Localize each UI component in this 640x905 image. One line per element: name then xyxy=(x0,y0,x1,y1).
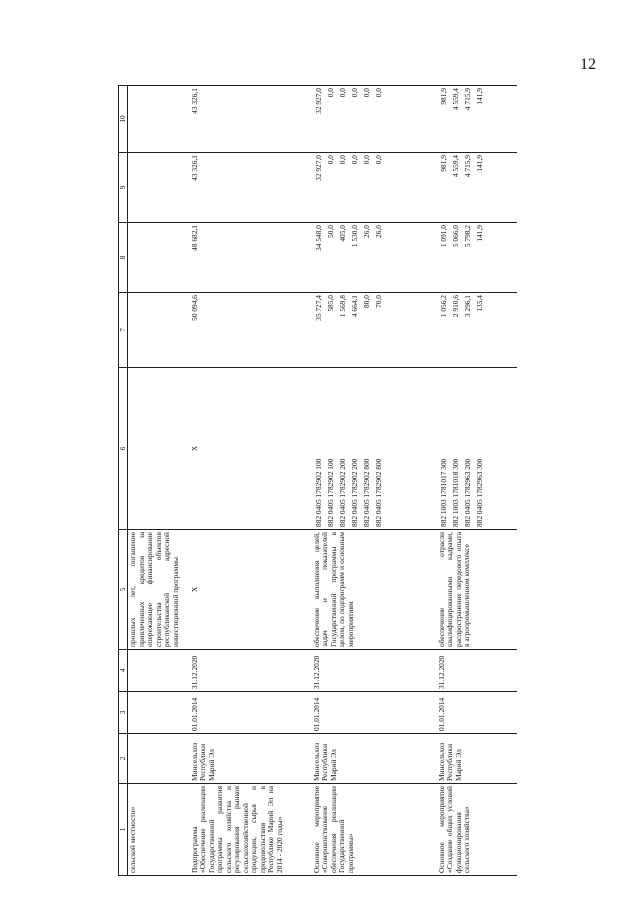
value: 32 927,0 xyxy=(313,88,323,114)
value: 0,0 xyxy=(349,88,359,98)
value: 2 910,6 xyxy=(450,295,460,318)
value: 1 530,0 xyxy=(349,225,359,248)
cell-executor: Минсельхоз Республики Марий Эл xyxy=(437,734,517,784)
cell-name: Основное мероприятие «Совершенствование обеспечения реализации Государственной программы» xyxy=(312,784,437,876)
cell-executor xyxy=(128,734,190,784)
value: 141,9 xyxy=(474,155,484,172)
cell-start-date: 01.01.2014 xyxy=(437,692,517,734)
cell-name: Подпрограмма «Обеспечение реализации Государственной программы развития сельского хозяйства и регулирования рынков сельскохозяйственной продукции, сырья и продовольствия в Республике Марий Эл на 2014 - 2020 годы» xyxy=(190,784,312,876)
value: 135,4 xyxy=(474,295,484,312)
value: 3 296,1 xyxy=(462,295,472,318)
kbk-line: 882 0405 1782902 800 xyxy=(373,458,383,527)
cell-y2015: 48 682,1 xyxy=(190,223,312,293)
page-number: 12 xyxy=(580,56,596,73)
value: 141,9 xyxy=(474,88,484,105)
cell-y2015 xyxy=(128,223,190,293)
cell-result: X xyxy=(190,530,312,650)
value: 0,0 xyxy=(361,88,371,98)
kbk-line: 882 1003 1781018 300 xyxy=(450,458,460,527)
cell-y2014 xyxy=(312,293,437,368)
cell-name: Основное мероприятие «Создание общих условий функционирования сельского хозяйства» xyxy=(437,784,517,876)
value: 4 715,9 xyxy=(462,155,472,178)
kbk-line: 882 0405 1782963 300 xyxy=(474,458,484,527)
kbk-line: 882 1003 1781017 300 xyxy=(438,458,448,527)
cell-executor: Минсельхоз Республики Марий Эл xyxy=(190,734,312,784)
value: 981,9 xyxy=(438,155,448,172)
cell-kbk: X xyxy=(190,368,312,530)
cell-y2016 xyxy=(312,153,437,223)
value: 1 056,2 xyxy=(438,295,448,318)
value: 4 559,4 xyxy=(450,88,460,111)
value: 32 927,0 xyxy=(313,155,323,181)
cell-kbk xyxy=(128,368,190,530)
kbk-line: 882 0405 1782902 200 xyxy=(337,458,347,527)
value: 0,0 xyxy=(337,88,347,98)
col-header: 6 xyxy=(119,368,128,530)
rotated-table-wrapper xyxy=(118,86,516,876)
table-row xyxy=(128,86,190,876)
kbk-line: 882 0405 1782902 200 xyxy=(349,458,359,527)
value: 35 727,4 xyxy=(313,295,323,321)
value: 26,0 xyxy=(373,225,383,238)
value: 1 091,0 xyxy=(438,225,448,248)
value: 0,0 xyxy=(325,155,335,165)
value: 585,0 xyxy=(325,295,335,312)
value: 1 569,8 xyxy=(337,295,347,318)
cell-y2015 xyxy=(437,223,517,293)
cell-result: обеспечение выполнения целей, задач и показателей Государственной программы в целом, по подпрограмм и основным мероприятиям xyxy=(312,530,437,650)
header-row xyxy=(119,86,128,876)
kbk-line: 882 0405 1782902 100 xyxy=(313,458,323,527)
value: 141,9 xyxy=(474,225,484,242)
col-header: 9 xyxy=(119,153,128,223)
cell-end-date: 31.12.2020 xyxy=(190,650,312,692)
value: 0,0 xyxy=(325,88,335,98)
cell-y2017 xyxy=(437,86,517,153)
value: 0,0 xyxy=(373,88,383,98)
table-row xyxy=(437,86,517,876)
cell-y2017 xyxy=(128,86,190,153)
table-row xyxy=(190,86,312,876)
program-table xyxy=(118,85,517,876)
value: 4 559,4 xyxy=(450,155,460,178)
cell-y2016 xyxy=(437,153,517,223)
cell-end-date: 31.12.2020 xyxy=(437,650,517,692)
kbk-line: 882 0405 1782902 100 xyxy=(325,458,335,527)
value: 34 548,0 xyxy=(313,225,323,251)
value: 0,0 xyxy=(361,155,371,165)
cell-start-date: 01.01.2014 xyxy=(190,692,312,734)
col-header: 2 xyxy=(119,734,128,784)
value: 5 066,0 xyxy=(450,225,460,248)
value: 0,0 xyxy=(373,155,383,165)
col-header: 7 xyxy=(119,293,128,368)
col-header: 5 xyxy=(119,530,128,650)
kbk-line: 882 0405 1782963 200 xyxy=(462,458,472,527)
cell-name: сельской местности» xyxy=(128,784,190,876)
value: 0,0 xyxy=(337,155,347,165)
col-header: 1 xyxy=(119,784,128,876)
value: 50,0 xyxy=(325,225,335,238)
cell-y2017 xyxy=(312,86,437,153)
col-header: 10 xyxy=(119,86,128,153)
value: 70,0 xyxy=(373,295,383,308)
value: 80,0 xyxy=(361,295,371,308)
cell-y2016 xyxy=(128,153,190,223)
cell-result: обеспечение отрасли квалифицированными кадрами, распространение передового опыта в агропромышленном комплексе xyxy=(437,530,517,650)
cell-y2017: 43 326,1 xyxy=(190,86,312,153)
cell-y2014 xyxy=(437,293,517,368)
cell-end-date: 31.12.2020 xyxy=(312,650,437,692)
cell-executor: Минсельхоз Республики Марий Эл xyxy=(312,734,437,784)
cell-kbk xyxy=(437,368,517,530)
cell-end-date xyxy=(128,650,190,692)
value: 4 664,1 xyxy=(349,295,359,318)
col-header: 4 xyxy=(119,650,128,692)
cell-y2014: 50 094,6 xyxy=(190,293,312,368)
cell-y2015 xyxy=(312,223,437,293)
value: 981,9 xyxy=(438,88,448,105)
value: 5 798,2 xyxy=(462,225,472,248)
value: 26,0 xyxy=(361,225,371,238)
cell-y2014 xyxy=(128,293,190,368)
value: 0,0 xyxy=(349,155,359,165)
value: 405,0 xyxy=(337,225,347,242)
col-header: 3 xyxy=(119,692,128,734)
table-row xyxy=(312,86,437,876)
col-header: 8 xyxy=(119,223,128,293)
cell-kbk xyxy=(312,368,437,530)
cell-start-date xyxy=(128,692,190,734)
cell-y2016: 43 326,1 xyxy=(190,153,312,223)
kbk-line: 882 0405 1782902 800 xyxy=(361,458,371,527)
value: 4 715,9 xyxy=(462,88,472,111)
cell-result: прошлых лет, погашение привлеченных кредитов за опережающее финансирование строительства объектов республиканской адресной инвестиционной программы xyxy=(128,530,190,650)
cell-start-date: 01.01.2014 xyxy=(312,692,437,734)
